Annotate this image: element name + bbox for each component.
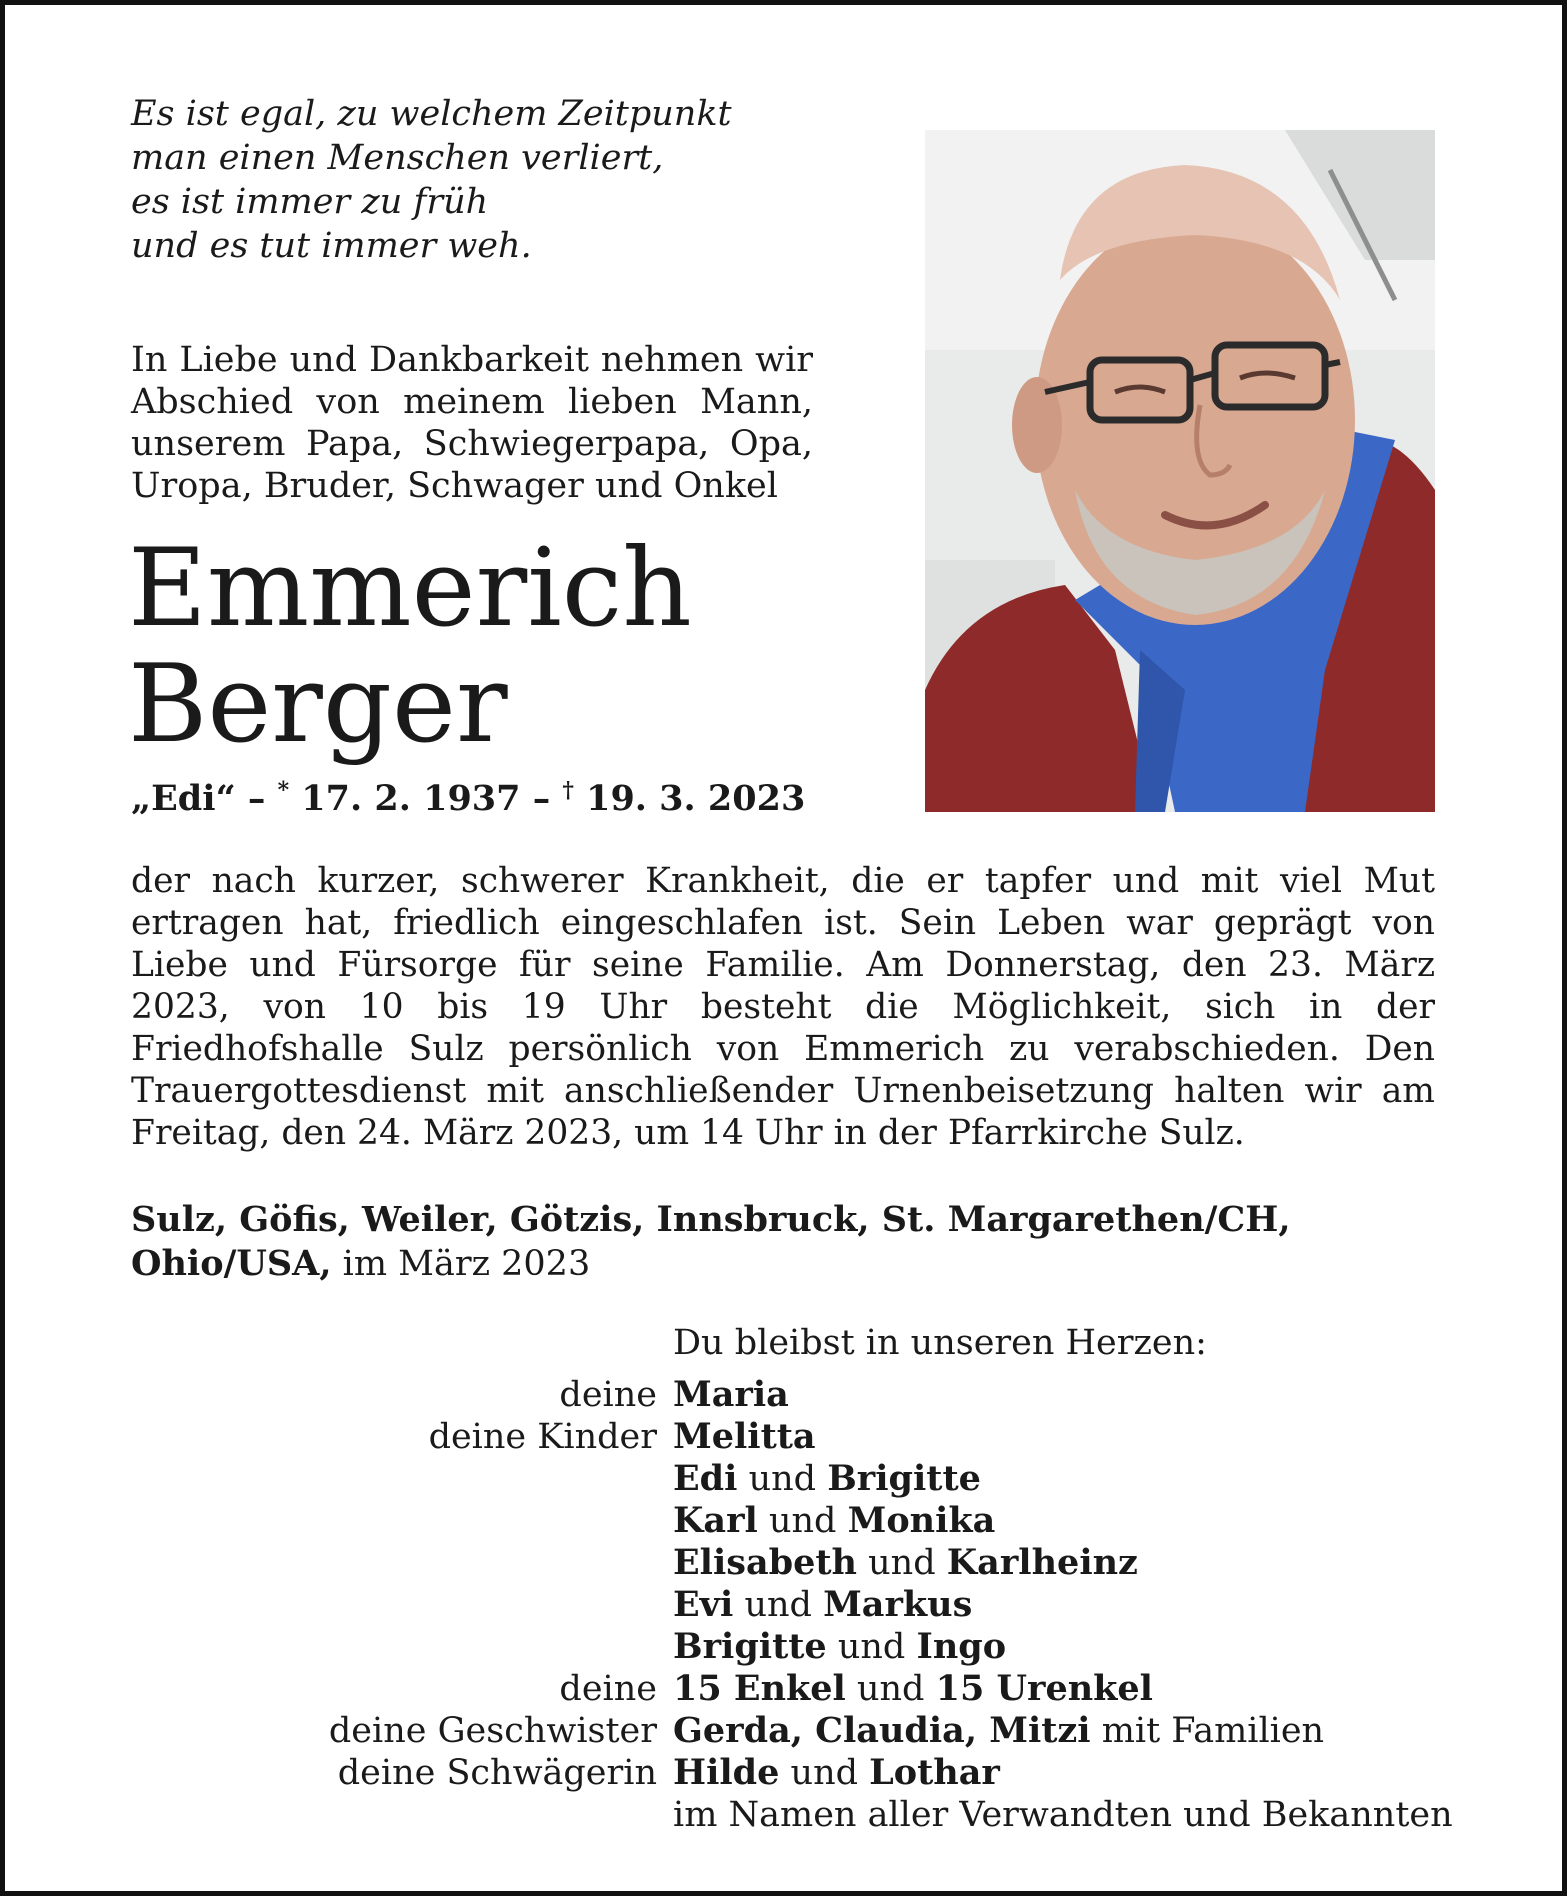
- mourner-names: [673, 1794, 1461, 1836]
- mourner-name: 15 Urenkel: [935, 1668, 1153, 1709]
- connector-text: und: [737, 1459, 828, 1499]
- death-date: 19. 3. 2023: [573, 778, 806, 819]
- relationship-label: deine Geschwister: [328, 1711, 657, 1751]
- connector-text: im Namen aller Verwandten und Bekannten: [673, 1795, 1453, 1835]
- mourner-name: Elisabeth: [673, 1542, 858, 1583]
- connector-text: und: [857, 1543, 947, 1583]
- quote-line: man einen Menschen verliert,: [131, 138, 664, 178]
- mourner-row: [131, 1500, 1461, 1542]
- mourner-names: [673, 1668, 1461, 1710]
- mourner-name: Edi: [673, 1458, 738, 1499]
- relationship-label: deine Schwägerin: [337, 1753, 657, 1793]
- mourner-name: Gerda, Claudia, Mitzi: [673, 1710, 1091, 1751]
- date-separator: –: [520, 778, 563, 819]
- relationship-label: [131, 1542, 673, 1584]
- mourner-names: [673, 1584, 1461, 1626]
- mourner-row: [131, 1416, 1461, 1458]
- birth-date: 17. 2. 1937: [289, 778, 521, 819]
- mourner-name: Karlheinz: [946, 1542, 1138, 1583]
- mourner-row: [131, 1374, 1461, 1416]
- connector-text: mit Familien: [1090, 1711, 1325, 1751]
- mourner-row: [131, 1794, 1461, 1836]
- mourner-row: [131, 1584, 1461, 1626]
- birth-symbol: *: [277, 777, 290, 804]
- portrait-illustration: [925, 130, 1435, 812]
- relationship-label: [131, 1458, 673, 1500]
- connector-text: und: [779, 1753, 870, 1793]
- mourner-names: [673, 1416, 1461, 1458]
- relationship-label: deine: [559, 1375, 657, 1415]
- mourner-name: Lothar: [869, 1752, 1000, 1793]
- relationship-label: [131, 1584, 673, 1626]
- mourner-names: [673, 1710, 1461, 1752]
- relationship-label: [131, 1500, 673, 1542]
- nickname: „Edi“: [131, 778, 236, 819]
- mourner-name: Karl: [673, 1500, 758, 1541]
- memorial-quote: [131, 92, 831, 268]
- mourner-row: [131, 1710, 1461, 1752]
- connector-text: und: [845, 1669, 936, 1709]
- intro-text: In Liebe und Dankbarkeit nehmen wir Abschied von meinem lieben Mann, unserem Papa, Schwiegerpapa, Opa, Uropa, Bruder, Schwager und Onkel: [131, 340, 813, 506]
- mourner-name: Brigitte: [827, 1458, 981, 1499]
- deceased-name: [128, 526, 888, 767]
- relationship-label: deine: [559, 1669, 657, 1709]
- mourner-row: [131, 1626, 1461, 1668]
- mourner-row: [131, 1458, 1461, 1500]
- mourner-name: Evi: [673, 1584, 734, 1625]
- portrait-photo: [925, 130, 1435, 812]
- mourner-name: Markus: [823, 1584, 973, 1625]
- mourner-names: [673, 1500, 1461, 1542]
- mourner-name: Ingo: [916, 1626, 1007, 1667]
- mourner-names: [673, 1458, 1461, 1500]
- mourner-name: Monika: [847, 1500, 996, 1541]
- quote-line: und es tut immer weh.: [131, 226, 532, 266]
- date-separator: –: [235, 778, 278, 819]
- mourners-title: Du bleibst in unseren Herzen:: [673, 1323, 1207, 1363]
- mourner-names: [673, 1374, 1461, 1416]
- mourner-names: [673, 1542, 1461, 1584]
- mourner-row: [131, 1542, 1461, 1584]
- mourner-names: [673, 1752, 1461, 1794]
- last-name: Berger: [128, 642, 508, 767]
- relationship-label: deine Kinder: [428, 1417, 657, 1457]
- first-name: Emmerich: [128, 526, 692, 651]
- mourner-name: Hilde: [673, 1752, 780, 1793]
- death-symbol: †: [562, 777, 574, 804]
- life-dates: [131, 778, 851, 820]
- mourner-name: 15 Enkel: [673, 1668, 846, 1709]
- mourner-names: [673, 1626, 1461, 1668]
- quote-line: Es ist egal, zu welchem Zeitpunkt: [131, 94, 732, 134]
- relationship-label: [131, 1626, 673, 1668]
- month-year: im März 2023: [331, 1244, 591, 1284]
- connector-text: und: [757, 1501, 848, 1541]
- places: Sulz, Göfis, Weiler, Götzis, Innsbruck, St. Margarethen/CH, Ohio/USA,: [131, 1199, 1291, 1284]
- mourner-name: Maria: [673, 1374, 789, 1415]
- connector-text: und: [733, 1585, 824, 1625]
- mourner-name: Brigitte: [673, 1626, 827, 1667]
- mourner-name: Melitta: [673, 1416, 816, 1457]
- mourners-list: [131, 1374, 1461, 1836]
- relationship-label: [131, 1794, 673, 1836]
- quote-line: es ist immer zu früh: [131, 182, 489, 222]
- mourner-row: [131, 1752, 1461, 1794]
- place-and-date: [131, 1198, 1435, 1286]
- connector-text: und: [826, 1627, 917, 1667]
- mourner-row: [131, 1668, 1461, 1710]
- announcement-text: der nach kurzer, schwerer Krankheit, die er tapfer und mit viel Mut ertragen hat, friedlich eingeschlafen ist. Sein Leben war geprägt von Liebe und Fürsorge für seine Familie. Am Donnerstag, den 23. März 2023, von 10 bis 19 Uhr besteht die Möglichkeit, sich in der Friedhofshalle Sulz persönlich von Emmerich zu verabschieden. Den Trauergottesdienst mit anschließender Urnenbeisetzung halten wir am Freitag, den 24. März 2023, um 14 Uhr in der Pfarrkirche Sulz.: [131, 861, 1435, 1153]
